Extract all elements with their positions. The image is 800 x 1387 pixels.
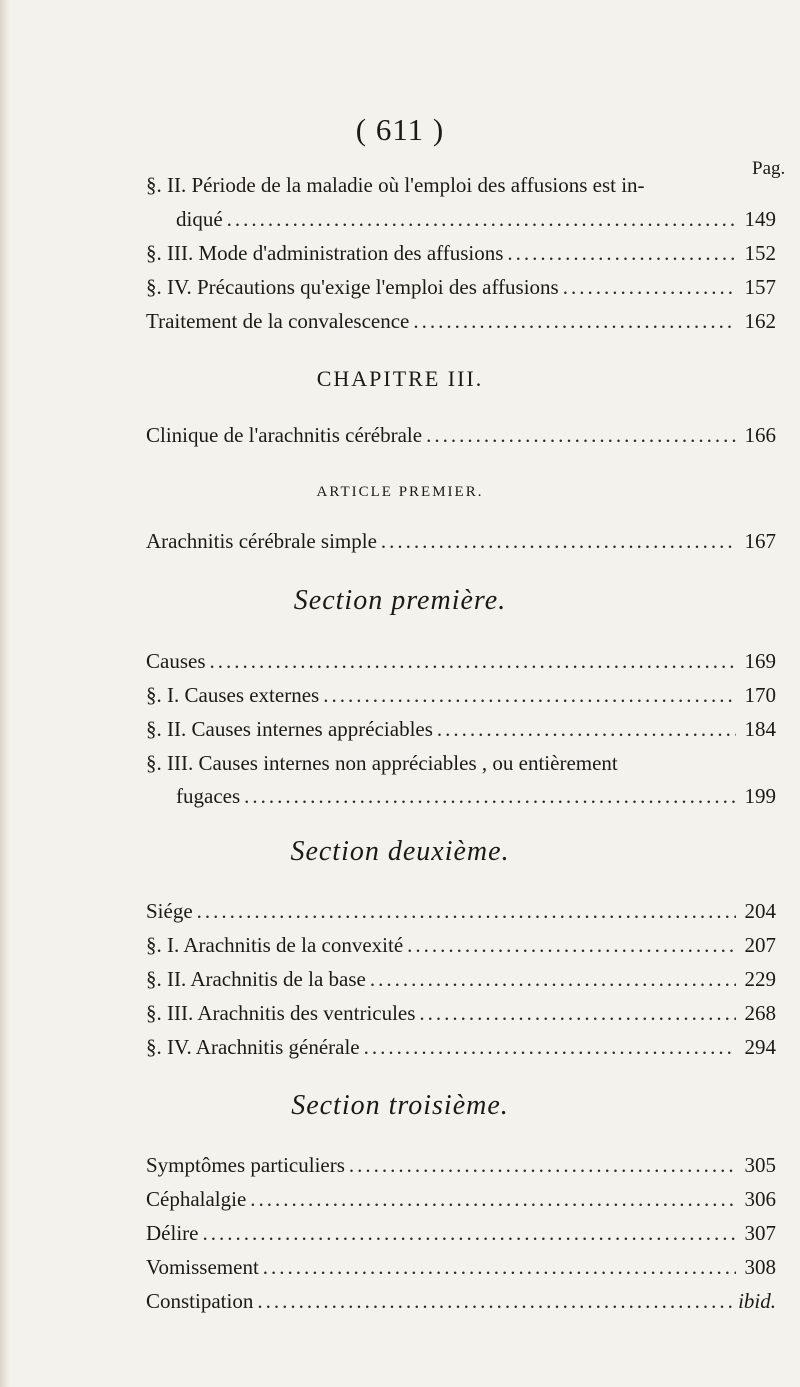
toc-entry — [146, 1286, 776, 1316]
toc-entry — [146, 680, 776, 710]
chapter-heading: CHAPITRE III. — [316, 366, 484, 391]
leader-dots — [197, 896, 736, 926]
toc-page-number: 152 — [744, 241, 776, 265]
toc-entry — [146, 998, 776, 1028]
toc-entry-label: Traitement de la convalescence — [146, 309, 410, 333]
leader-dots — [257, 1286, 734, 1316]
toc-entry-label: Délire — [146, 1221, 199, 1245]
toc-page-number: 306 — [744, 1187, 776, 1211]
binding-edge — [0, 0, 10, 1387]
section-heading: Section troisième. — [291, 1090, 509, 1121]
toc-entry-label: Symptômes particuliers — [146, 1153, 345, 1177]
toc-page-number: 308 — [744, 1255, 776, 1279]
toc-page-number: 229 — [744, 967, 776, 991]
leader-dots — [507, 238, 736, 268]
toc-entry-label: §. III. Mode d'administration des affusions — [146, 241, 504, 265]
toc-page-number: ibid. — [738, 1289, 776, 1313]
leader-dots — [244, 781, 736, 811]
article-heading: ARTICLE PREMIER. — [316, 484, 484, 500]
toc-entry — [146, 646, 776, 676]
toc-entry — [176, 781, 776, 811]
toc-page-number: 184 — [744, 717, 776, 741]
toc-entry — [146, 896, 776, 926]
toc-entry — [176, 204, 776, 234]
toc-entry-label: fugaces — [176, 784, 241, 808]
toc-entry — [146, 526, 776, 556]
toc-entry — [146, 272, 776, 302]
leader-dots — [407, 930, 736, 960]
leader-dots — [370, 964, 736, 994]
toc-entry — [146, 306, 776, 336]
toc-entry — [146, 1184, 776, 1214]
toc-entry-first-line: §. II. Période de la maladie où l'emploi des affusions est in- — [146, 173, 645, 197]
leader-dots — [364, 1032, 736, 1062]
toc-entry-label: Siége — [146, 899, 193, 923]
toc-page-number: 170 — [744, 683, 776, 707]
toc-entry — [146, 1252, 776, 1282]
toc-entry — [146, 1150, 776, 1180]
toc-entry-label: §. IV. Arachnitis générale — [146, 1035, 360, 1059]
toc-page-number: 305 — [744, 1153, 776, 1177]
leader-dots — [437, 714, 736, 744]
toc-page-number: 157 — [744, 275, 776, 299]
toc-page-number: 169 — [744, 649, 776, 673]
section-heading: Section première. — [293, 585, 507, 616]
toc-entry-label: §. IV. Précautions qu'exige l'emploi des affusions — [146, 275, 559, 299]
toc-entry-label: Causes — [146, 649, 206, 673]
toc-page-number: 167 — [744, 529, 776, 553]
leader-dots — [381, 526, 736, 556]
leader-dots — [349, 1150, 736, 1180]
toc-entry — [146, 420, 776, 450]
leader-dots — [250, 1184, 736, 1214]
toc-entry-label: §. I. Arachnitis de la convexité — [146, 933, 404, 957]
toc-entry-label: Céphalalgie — [146, 1187, 247, 1211]
toc-entry — [146, 714, 776, 744]
page-column-label: Pag. — [752, 158, 786, 179]
leader-dots — [227, 204, 736, 234]
toc-entry-label: §. II. Arachnitis de la base — [146, 967, 366, 991]
toc-page-number: 307 — [744, 1221, 776, 1245]
toc-entry-label: Constipation — [146, 1289, 254, 1313]
toc-entry-label: Clinique de l'arachnitis cérébrale — [146, 423, 423, 447]
toc-page-number: 204 — [744, 899, 776, 923]
leader-dots — [413, 306, 736, 336]
toc-page-number: 199 — [744, 784, 776, 808]
leader-dots — [263, 1252, 736, 1282]
toc-page-number: 149 — [744, 207, 776, 231]
leader-dots — [210, 646, 737, 676]
toc-entry-first-line: §. III. Causes internes non appréciables , ou entièrement — [146, 751, 618, 775]
toc-entry — [146, 1032, 776, 1062]
leader-dots — [202, 1218, 736, 1248]
page-folio: ( 611 ) — [355, 112, 445, 147]
toc-page-number: 207 — [744, 933, 776, 957]
leader-dots — [323, 680, 736, 710]
section-heading: Section deuxième. — [290, 836, 510, 867]
toc-entry-label: §. I. Causes externes — [146, 683, 320, 707]
toc-page-number: 166 — [744, 423, 776, 447]
leader-dots — [419, 998, 736, 1028]
toc-entry-label: diqué — [176, 207, 223, 231]
toc-entry-label: Vomissement — [146, 1255, 259, 1279]
toc-page-number: 162 — [744, 309, 776, 333]
toc-entry-label: Arachnitis cérébrale simple — [146, 529, 377, 553]
toc-entry-label: §. II. Causes internes appréciables — [146, 717, 433, 741]
toc-entry — [146, 238, 776, 268]
toc-entry — [146, 1218, 776, 1248]
toc-page-number: 268 — [744, 1001, 776, 1025]
toc-entry — [146, 964, 776, 994]
leader-dots — [563, 272, 736, 302]
leader-dots — [426, 420, 736, 450]
toc-entry — [146, 930, 776, 960]
toc-page-number: 294 — [744, 1035, 776, 1059]
toc-entry-label: §. III. Arachnitis des ventricules — [146, 1001, 416, 1025]
